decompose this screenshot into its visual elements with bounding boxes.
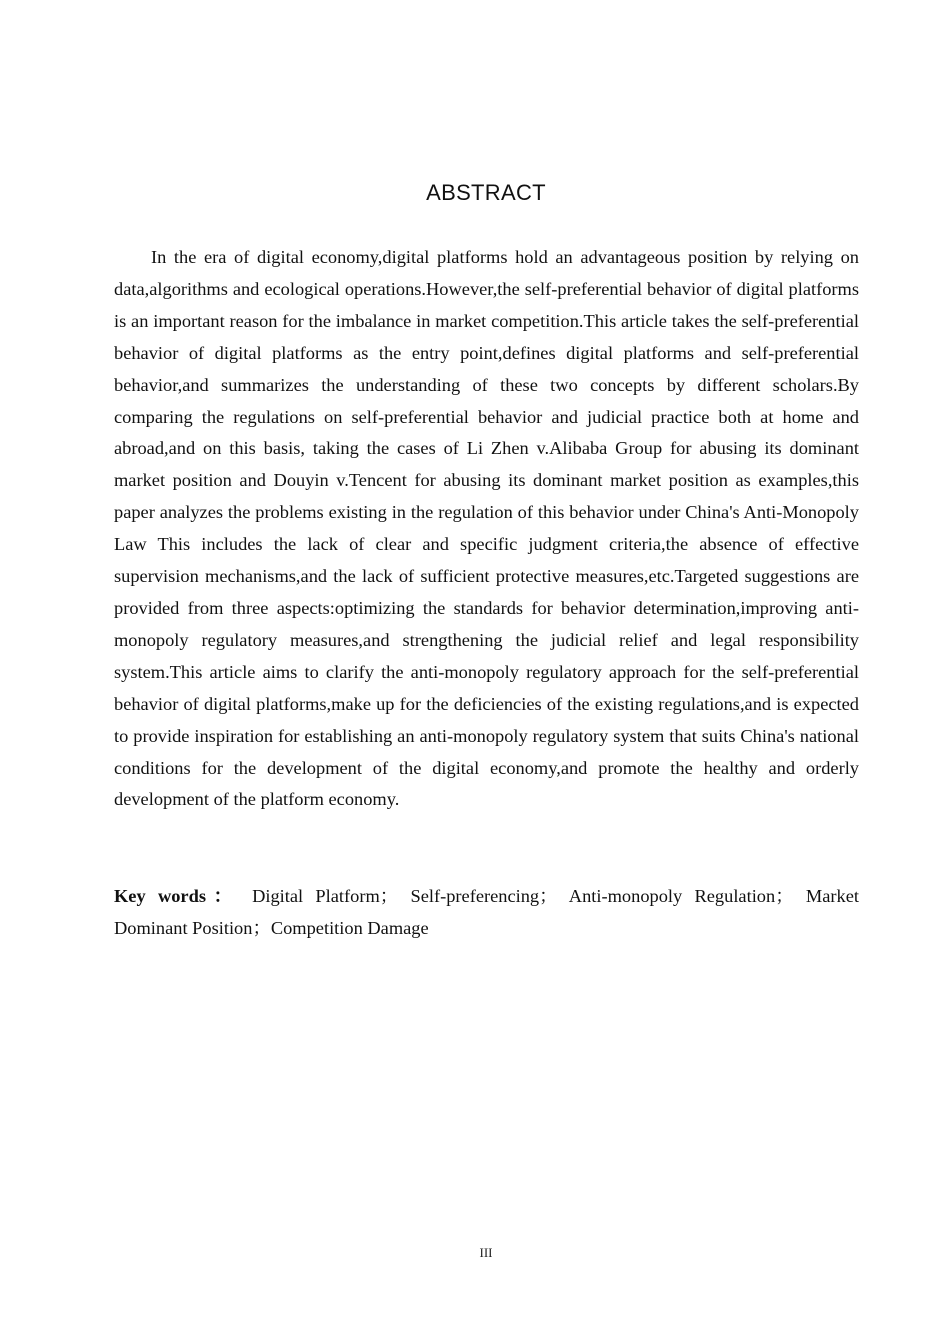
- keywords-line: [114, 881, 859, 944]
- keywords-text: Digital Platform； Self-preferencing； Anti-monopoly Regulation； Market Dominant Position；Competition Damage: [114, 886, 859, 938]
- abstract-body: In the era of digital economy,digital platforms hold an advantageous position by relying on data,algorithms and ecological operations.However,the self-preferential behavior of digital platforms is an important reason for the imbalance in market competition.This article takes the self-preferential behavior of digital platforms as the entry point,defines digital platforms and self-preferential behavior,and summarizes the understanding of these two concepts by different scholars.By comparing the regulations on self-preferential behavior and judicial practice both at home and abroad,and on this basis, taking the cases of Li Zhen v.Alibaba Group for abusing its dominant market position and Douyin v.Tencent for abusing its dominant market position as examples,this paper analyzes the problems existing in the regulation of this behavior under China's Anti-Monopoly Law This includes the lack of clear and specific judgment criteria,the absence of effective supervision mechanisms,and the lack of sufficient protective measures,etc.Targeted suggestions are provided from three aspects:optimizing the standards for behavior determination,improving anti-monopoly regulatory measures,and strengthening the judicial relief and legal responsibility system.This article aims to clarify the anti-monopoly regulatory approach for the self-preferential behavior of digital platforms,make up for the deficiencies of the existing regulations,and is expected to provide inspiration for establishing an anti-monopoly regulatory system that suits China's national conditions for the development of the digital economy,and promote the healthy and orderly development of the platform economy.: [114, 247, 859, 810]
- abstract-title: ABSTRACT: [426, 180, 546, 205]
- page-number: III: [479, 1245, 493, 1260]
- keywords-label: Key words：: [114, 886, 240, 906]
